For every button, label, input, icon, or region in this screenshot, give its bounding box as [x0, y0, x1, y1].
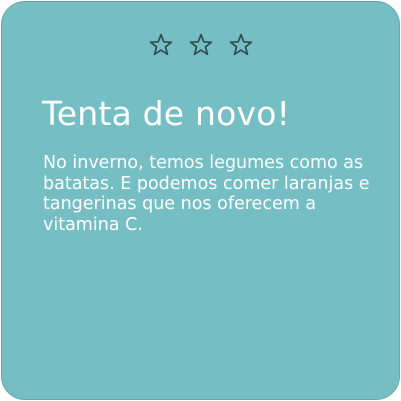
feedback-message: No inverno, temos legumes como as batatas. E podemos comer laranjas e tangerinas que nos oferecem a vitamina C. — [43, 153, 370, 235]
star-icon — [228, 32, 254, 58]
star-icon — [188, 32, 214, 58]
star-icon — [148, 32, 174, 58]
feedback-title: Tenta de novo! — [42, 94, 291, 133]
feedback-card — [1, 1, 400, 400]
star-rating — [2, 32, 399, 58]
